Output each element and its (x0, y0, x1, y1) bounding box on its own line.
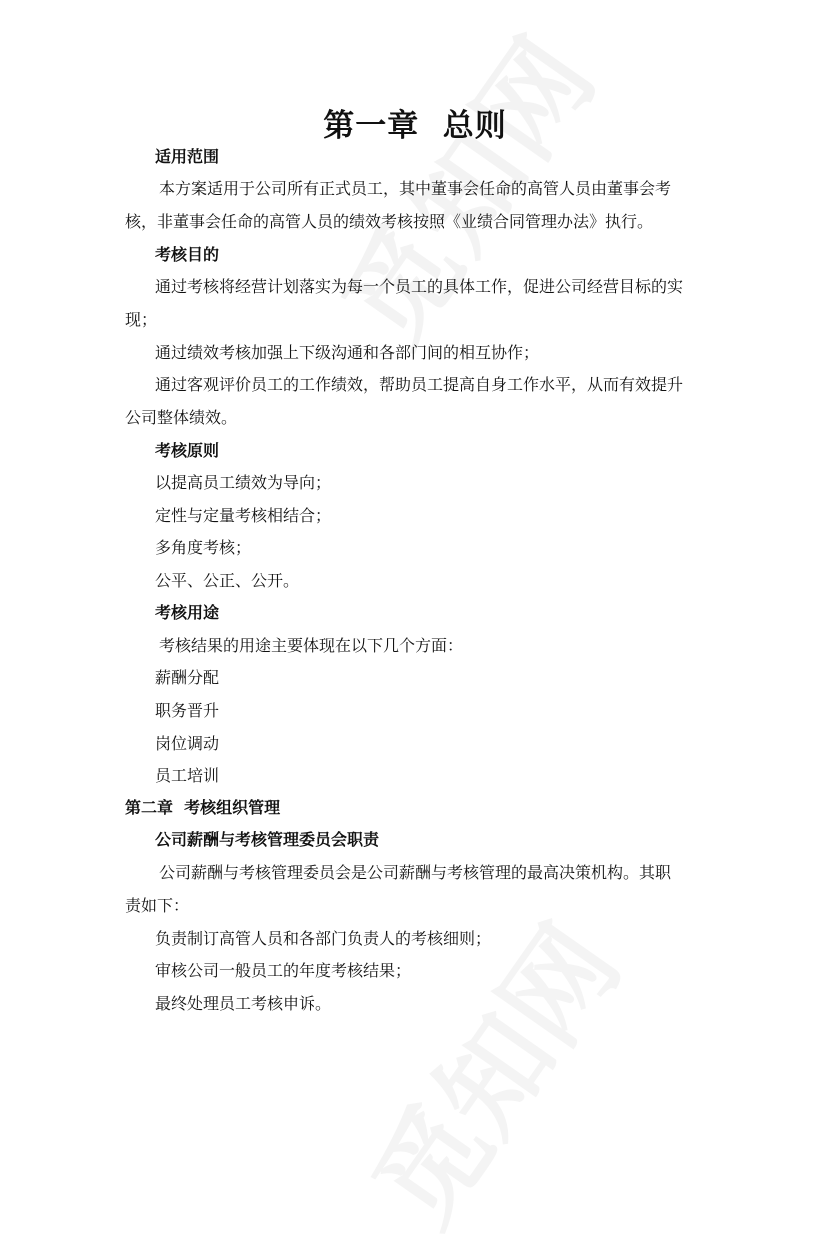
paragraph-line: 公司薪酬与考核管理委员会是公司薪酬与考核管理的最高决策机构。其职 (159, 863, 672, 882)
paragraph-line: 通过客观评价员工的工作绩效，帮助员工提高自身工作水平，从而有效提升 (155, 375, 684, 394)
section-heading-principles: 考核原则 (155, 441, 220, 460)
paragraph-line: 现； (125, 310, 158, 329)
section-heading-scope: 适用范围 (155, 147, 220, 166)
section-heading-purpose: 考核目的 (155, 245, 220, 264)
chapter-1-title: 第一章 总则 (323, 108, 507, 144)
section-heading-usage: 考核用途 (155, 603, 220, 622)
list-item: 审核公司一般员工的年度考核结果； (155, 961, 412, 980)
list-item: 岗位调动 (155, 734, 220, 753)
paragraph-line: 本方案适用于公司所有正式员工，其中董事会任命的高管人员由董事会考 (159, 179, 672, 198)
list-item: 公平、公正、公开。 (155, 571, 300, 590)
paragraph-line: 考核结果的用途主要体现在以下几个方面： (159, 636, 464, 655)
list-item: 员工培训 (155, 766, 220, 785)
section-heading-committee: 公司薪酬与考核管理委员会职责 (155, 830, 380, 849)
paragraph-line: 公司整体绩效。 (125, 408, 238, 427)
list-item: 薪酬分配 (155, 668, 220, 687)
list-item: 多角度考核； (155, 538, 252, 557)
list-item: 以提高员工绩效为导向； (155, 473, 332, 492)
paragraph-line: 核，非董事会任命的高管人员的绩效考核按照《业绩合同管理办法》执行。 (125, 212, 654, 231)
list-item: 最终处理员工考核申诉。 (155, 994, 332, 1013)
list-item: 职务晋升 (155, 701, 220, 720)
list-item: 定性与定量考核相结合； (155, 506, 332, 525)
paragraph-line: 责如下： (125, 896, 190, 915)
paragraph-line: 通过考核将经营计划落实为每一个员工的具体工作，促进公司经营目标的实 (155, 277, 684, 296)
list-item: 负责制订高管人员和各部门负责人的考核细则； (155, 929, 492, 948)
chapter-2-title: 第二章 考核组织管理 (125, 798, 281, 817)
paragraph-line: 通过绩效考核加强上下级沟通和各部门间的相互协作； (155, 343, 540, 362)
